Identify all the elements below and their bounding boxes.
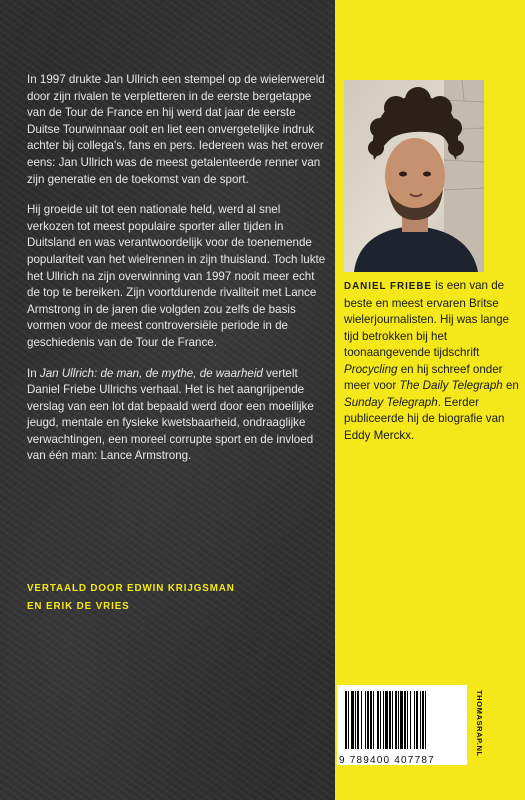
barcode-bar (357, 691, 359, 749)
barcode-bar (351, 691, 354, 749)
barcode-bar (383, 691, 384, 749)
newspaper-title-1: The Daily Telegraph (399, 379, 503, 392)
barcode-bar (385, 691, 388, 749)
bio-part-4: . Eerder publiceerde hij de biografie van Eddy Merckx. (344, 395, 505, 442)
barcode-bar (365, 691, 366, 749)
publisher-vertical-label (474, 690, 486, 770)
barcode-bar (348, 691, 349, 749)
barcode-bar (392, 691, 393, 749)
barcode-bar (395, 691, 397, 749)
newspaper-title-2: Sunday Telegraph (344, 395, 438, 409)
barcode-bar (355, 691, 356, 749)
barcode-bar (425, 691, 426, 749)
back-cover-blurb (27, 72, 327, 479)
blurb-p3-prefix: In (27, 366, 40, 380)
blurb-paragraph-3 (27, 366, 327, 466)
publisher-name: THOMASRAP.NL (475, 690, 484, 757)
blurb-paragraph-1: In 1997 drukte Jan Ullrich een stempel op de wielerwereld door zijn rivalen te verpletteren in de eerste bergetappe van de Tour de France en hij werd dat jaar de eerste Duitse Tourwinnaar ooit en liet een onvergetelijke indruk achter bij collega's, fans en pers. Iedereen was het erover eens: Jan Ullrich was de meest getalenteerde renner van zijn generatie en de toekomst van de sport. (27, 73, 325, 186)
barcode-bar (407, 691, 408, 749)
isbn-number: 9 789400 407787 (339, 755, 435, 766)
magazine-title: Procycling (344, 362, 398, 376)
barcode-bar (380, 691, 381, 749)
author-portrait-illustration (344, 80, 484, 272)
barcode-box (337, 685, 467, 765)
author-photo (344, 80, 484, 272)
barcode-bars (337, 685, 467, 753)
barcode-bar (345, 691, 347, 749)
barcode-bar (422, 691, 424, 749)
barcode-bar (420, 691, 421, 749)
bio-part-2: en hij schreef onder meer voor (344, 362, 503, 392)
barcode-bar (398, 691, 399, 749)
barcode-bar (416, 691, 418, 749)
translator-credits (27, 580, 327, 616)
credits-line-1: VERTAALD DOOR EDWIN KRIJGSMAN (27, 583, 235, 594)
author-bio (344, 278, 520, 444)
author-name: DANIEL FRIEBE (344, 281, 432, 292)
barcode-bar (373, 691, 374, 749)
blurb-paragraph-2: Hij groeide uit tot een nationale held, werd al snel verkozen tot meest populaire sporter aller tijden in Duitsland en was verantwoordelijk voor de toenemende populariteit van het wielrennen in zijn thuisland. Toch lukte het Ullrich na zijn overwinning van 1997 nooit meer echt de top te bereiken. Zijn voortdurende rivaliteit met Lance Armstrong in de jaren die volgden zou zelfs de basis vormen voor de meest controversiële periode in de geschiedenis van de Tour de France. (27, 203, 326, 349)
barcode-bar (389, 691, 391, 749)
barcode-bar (400, 691, 403, 749)
barcode-bar (404, 691, 406, 749)
bio-part-1: is een van de beste en meest ervaren Britse wielerjournalisten. Hij was lange tijd betrokken bij het toonaangevende tijdschrift (344, 279, 509, 359)
barcode-bar (377, 691, 379, 749)
barcode-bar (361, 691, 362, 749)
barcode-bar (414, 691, 415, 749)
barcode-bar (370, 691, 372, 749)
barcode-bar (367, 691, 369, 749)
blurb-p3-rest: vertelt Daniel Friebe Ullrichs verhaal. Het is het aangrijpende verslag van een lot dat bepaald werd door een moeilijke jeugd, mentale en fysieke kwetsbaarheid, ondraaglijke verwachtingen, een moreel corrupte sport en de invloed van één man: Lance Armstrong. (27, 366, 314, 463)
credits-line-2: EN ERIK DE VRIES (27, 601, 130, 612)
book-title: Jan Ullrich: de man, de mythe, de waarheid (39, 366, 263, 380)
barcode-bar (410, 691, 411, 749)
bio-part-3: en (502, 379, 519, 392)
